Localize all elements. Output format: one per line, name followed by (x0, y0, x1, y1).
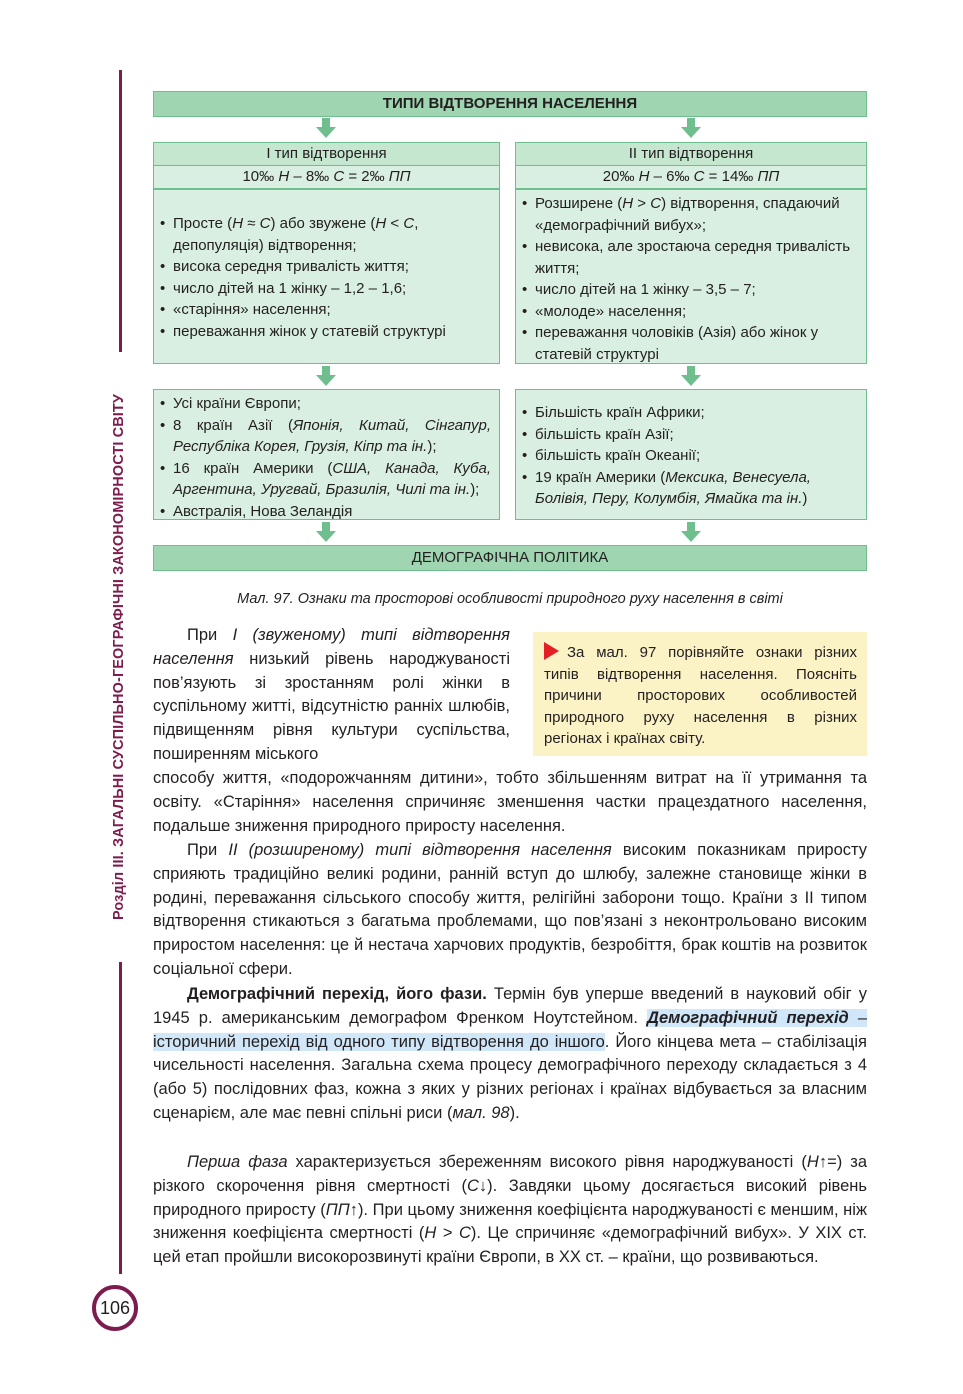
list-item: • Усі країни Європи; (160, 393, 491, 415)
type1-features (153, 189, 500, 364)
triangle-marker-icon (544, 642, 559, 660)
arrow-down-icon (316, 118, 336, 138)
arrow-down-icon (681, 366, 701, 386)
section-title: Розділ ІІІ. ЗАГАЛЬНІ СУСПІЛЬНО-ГЕОГРАФІЧНІ ЗАКОНОМІРНОСТІ СВІТУ (111, 394, 127, 920)
list-item: • переважання жінок у статевій структурі (160, 321, 491, 343)
demographic-policy-bar: ДЕМОГРАФІЧНА ПОЛІТИКА (153, 545, 867, 571)
paragraph-1-cont: способу життя, «подорожчанням дитини», тобто збільшенням витрат на її утримання та освіту. «Старіння» населення спричиняє зменшення частки працездатного населення, подальше зниження природного приросту населення. (153, 769, 867, 835)
list-item: • число дітей на 1 жінку – 3,5 – 7; (522, 279, 858, 301)
list-item: • 16 країн Америки (США, Канада, Куба, Аргентина, Уругвай, Бразилія, Чилі та ін.); (160, 458, 491, 501)
type1-header: І тип відтворення (153, 142, 500, 166)
type1-formula: 10‰ Н – 8‰ С = 2‰ ПП (153, 166, 500, 189)
arrow-down-icon (681, 118, 701, 138)
type2-header: ІІ тип відтворення (515, 142, 867, 166)
task-text: За мал. 97 порівняйте ознаки різних типів відтворення населення. Поясніть причини просторових особливостей природного руху населення в різних регіонах і країнах світу. (544, 644, 857, 747)
list-item: • невисока, але зростаюча середня тривалість життя; (522, 236, 858, 279)
paragraph-1: При І (звуженому) типі відтворення населення низький рівень народжуваності пов’язують зі зростанням ролі жінки в суспільному житті, відсутністю ранніх шлюбів, підвищенням рівня культури суспільства, поширенням міського (153, 626, 510, 763)
type2-features (515, 189, 867, 364)
list-item: • «молоде» населення; (522, 301, 858, 323)
type2-formula: 20‰ Н – 6‰ С = 14‰ ПП (515, 166, 867, 189)
margin-rule-bottom (119, 962, 122, 1274)
page-number: 106 (92, 1285, 138, 1331)
list-item: • 8 країн Азії (Японія, Китай, Сінгапур, Республіка Корея, Грузія, Кіпр та ін.); (160, 415, 491, 458)
list-item: • Більшість країн Африки; (522, 402, 858, 424)
paragraph-3: Демографічний перехід, його фази. Термін був уперше введений в науковий обіг у 1945 р. американським демографом Френком Ноутстейном. Демографічний перехід – історичний перехід від одного типу відтворення до іншого. Його кінцева мета – стабілізація чисельності населення. Загальна схема процесу демографічного переходу складається з 4 (або 5) послідовних фаз, кожна з яких у різних регіонах і країнах відбувається за власним сценарієм, але має певні спільні риси (мал. 98). (153, 985, 868, 1122)
list-item: • «старіння» населення; (160, 299, 491, 321)
list-item: • Просте (Н ≈ С) або звужене (Н < С, депопуляція) відтворення; (160, 213, 491, 256)
list-item: • Австралія, Нова Зеландія (160, 501, 491, 523)
scheme-title: ТИПИ ВІДТВОРЕННЯ НАСЕЛЕННЯ (153, 91, 867, 117)
margin-rule-top (119, 70, 122, 352)
paragraph-4: Перша фаза характеризується збереженням високого рівня народжуваності (Н↑=) за різкого скорочення рівня смертності (С↓). Завдяки цьому досягається високий рівень природного приросту (ПП↑). При цьому зниження коефіцієнта народжуваності є меншим, ніж зниження коефіцієнта смертності (Н > С). Це спричиняє «демографічний вибух». У ХІХ ст. цей етап пройшли високорозвинуті країни Європи, в ХХ ст. – країни, що розвиваються. (153, 1153, 868, 1267)
arrow-down-icon (316, 522, 336, 542)
list-item: • переважання чоловіків (Азія) або жінок у статевій структурі (522, 322, 858, 365)
list-item: • більшість країн Азії; (522, 424, 858, 446)
paragraph-2: При ІІ (розширеному) типі відтворення населення високим показникам приросту сприяють традиційно великі родини, ранній вступ до шлюбу, залежне становище жінки в родині, переважання сільського способу життя, релігійні заборони тощо. Країни з ІІ типом відтворення стикаються з багатьма проблемами, що пов’язані з неконтрольовано високим приростом населення: це й нестача харчових продуктів, безробіття, брак коштів на розвиток соціальної сфери. (153, 841, 868, 978)
list-item: • 19 країн Америки (Мексика, Венесуела, Болівія, Перу, Колумбія, Ямайка та ін.) (522, 467, 858, 510)
list-item: • Розширене (Н > С) відтворення, спадаючий «демографічний вибух»; (522, 193, 858, 236)
arrow-down-icon (681, 522, 701, 542)
list-item: • висока середня тривалість життя; (160, 256, 491, 278)
type1-countries (153, 389, 500, 520)
type2-countries (515, 389, 867, 520)
figure-caption: Мал. 97. Ознаки та просторові особливості природного руху населення в світі (237, 591, 783, 607)
task-box (533, 632, 867, 756)
list-item: • число дітей на 1 жінку – 1,2 – 1,6; (160, 278, 491, 300)
arrow-down-icon (316, 366, 336, 386)
definition-highlight: Демографічний перехід – історичний перехід від одного типу відтворення до іншого (153, 1008, 868, 1051)
list-item: • більшість країн Океанії; (522, 445, 858, 467)
